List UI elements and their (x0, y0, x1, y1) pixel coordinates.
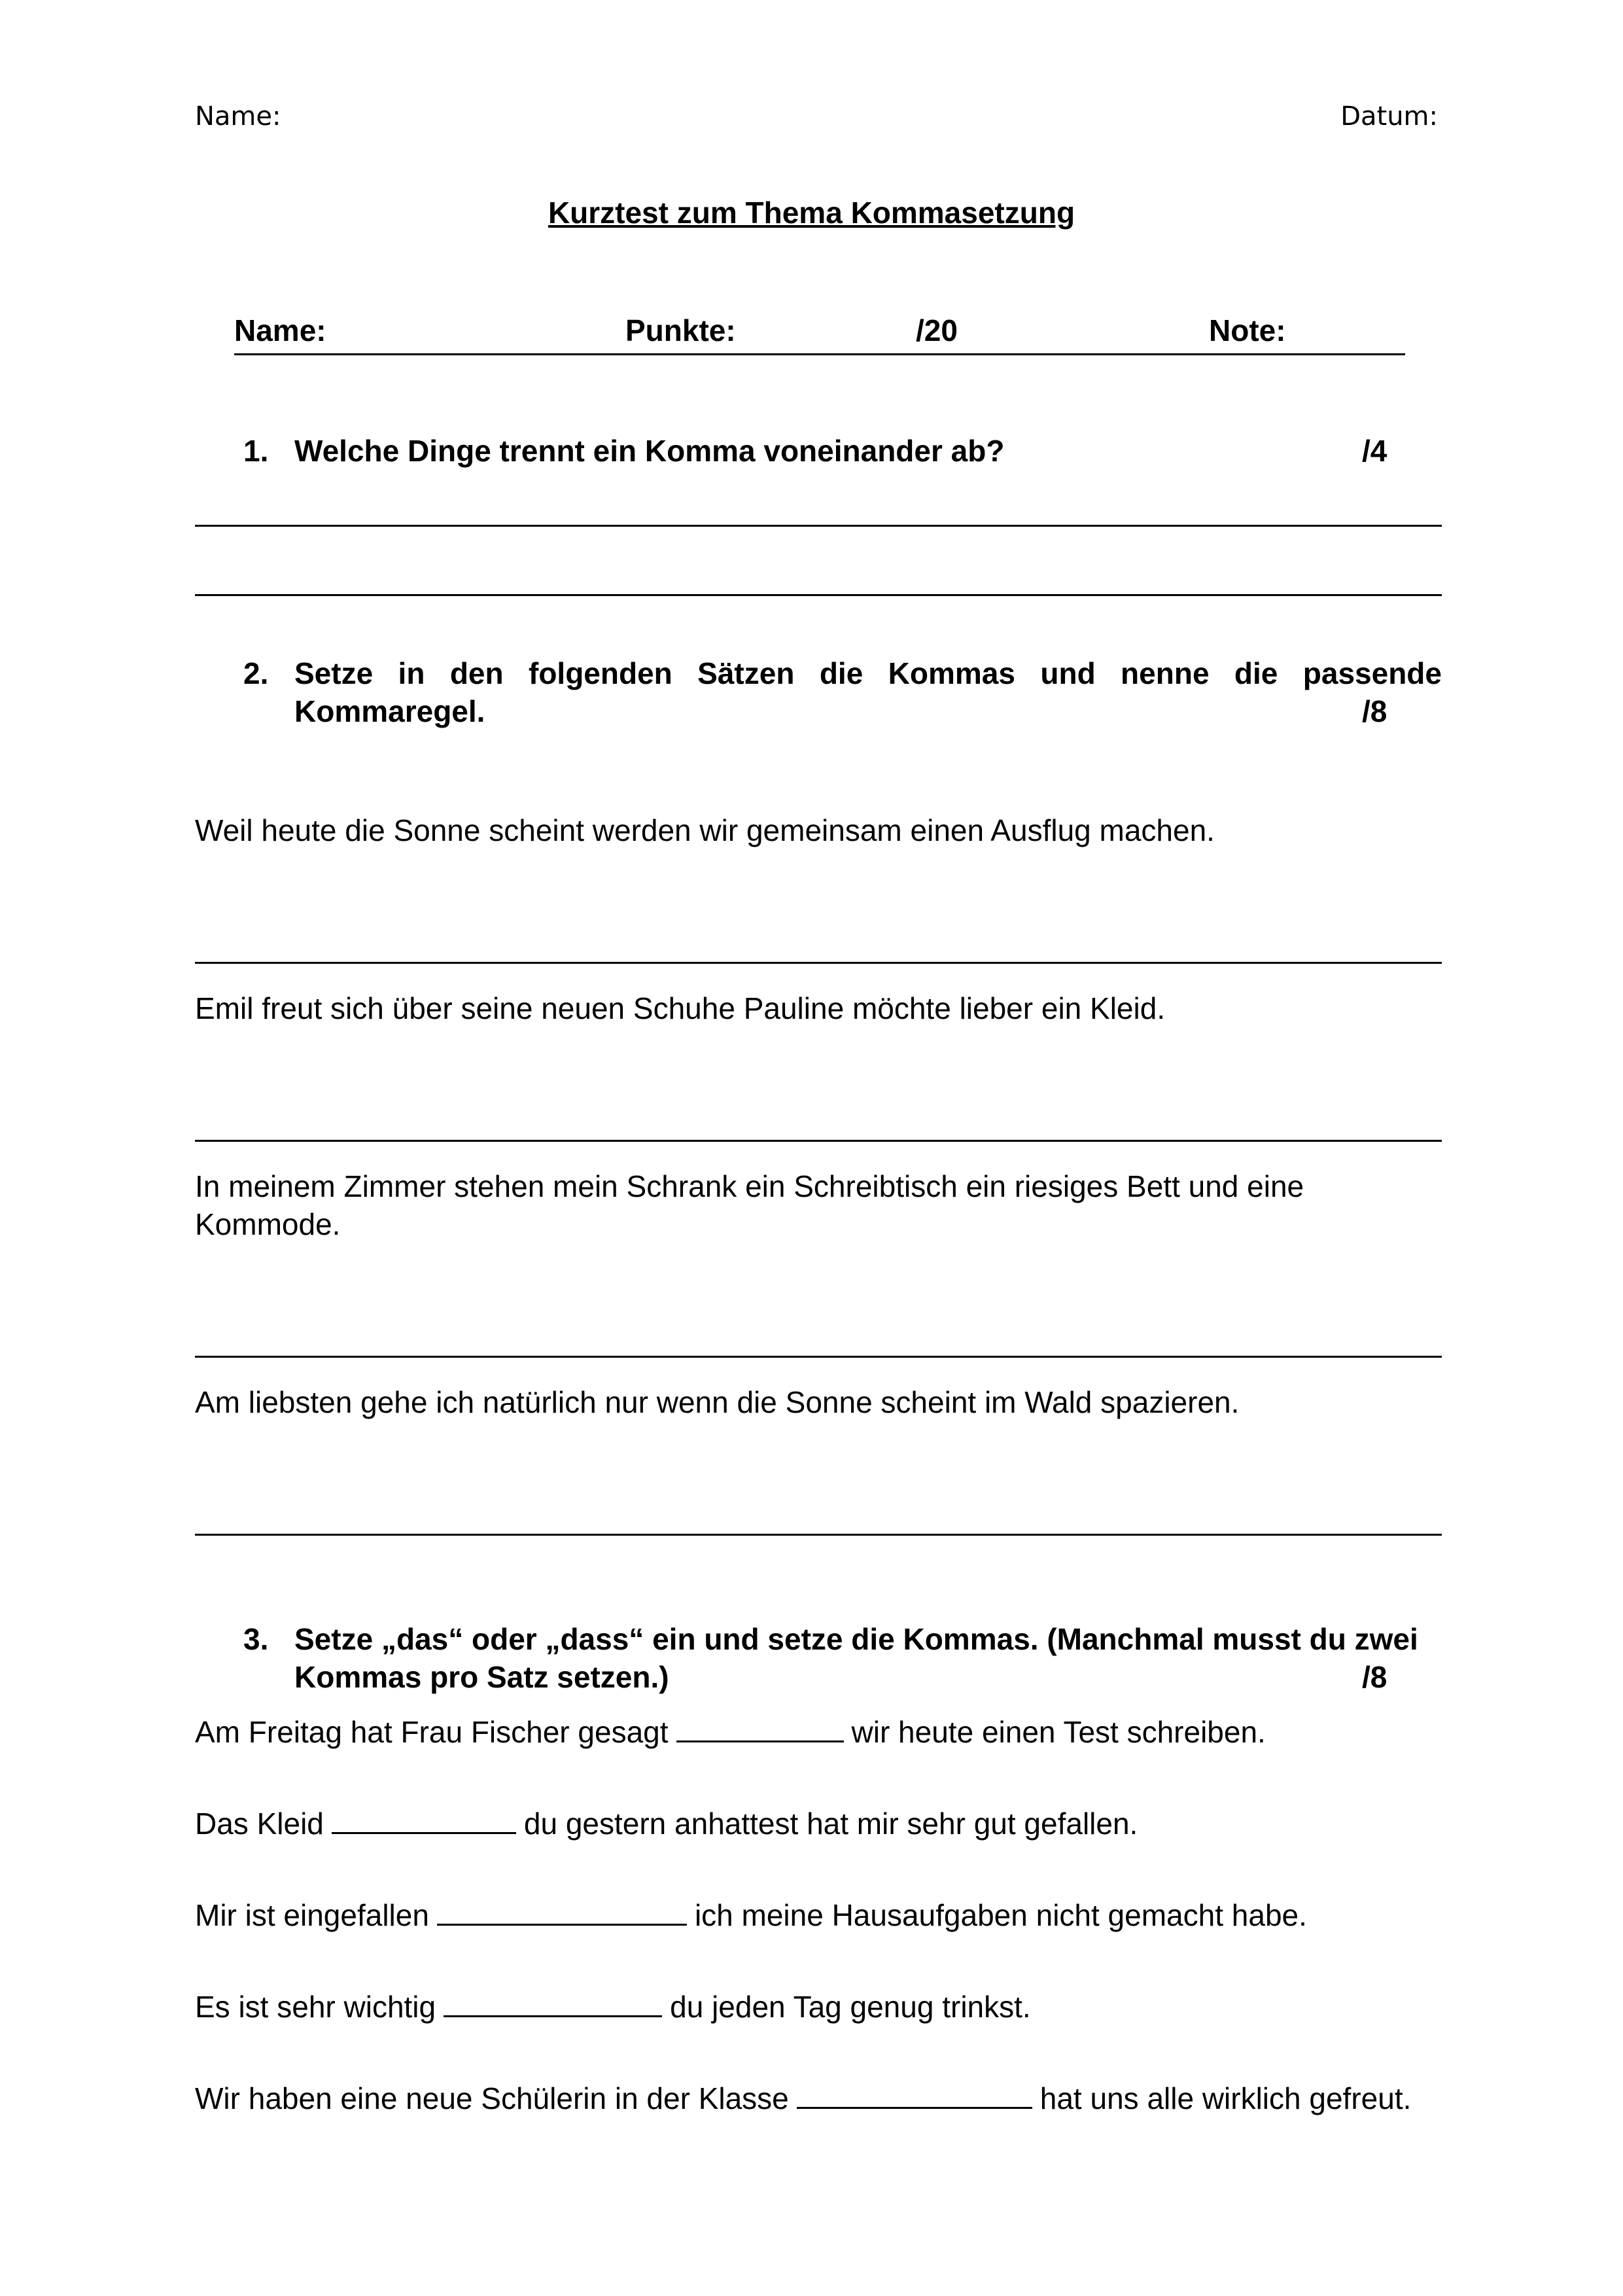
question-1-points: /4 (1362, 434, 1387, 468)
fill-sentence-after: wir heute einen Test schreiben. (851, 1715, 1266, 1749)
page-title: Kurztest zum Thema Kommasetzung (548, 196, 1075, 230)
fill-sentence-before: Es ist sehr wichtig (195, 1990, 436, 2024)
question-3-text-line-2: Kommas pro Satz setzen.) (294, 1660, 669, 1694)
sentence-1: Weil heute die Sonne scheint werden wir gemeinsam einen Ausflug machen. (195, 813, 1215, 847)
fill-blank[interactable] (332, 1806, 516, 1834)
answer-line (195, 525, 1442, 527)
fill-sentence-before: Mir ist eingefallen (195, 1898, 429, 1932)
fill-blank[interactable] (444, 1989, 662, 2017)
question-1-number: 1. (243, 434, 269, 468)
sentence-3-line-1: In meinem Zimmer stehen mein Schrank ein Schreibtisch ein riesiges Bett und eine (195, 1169, 1304, 1203)
fill-sentence-before: Wir haben eine neue Schülerin in der Klasse (195, 2081, 789, 2115)
date-label: Datum: (1340, 101, 1438, 132)
fill-sentence-after: ich meine Hausaufgaben nicht gemacht habe. (694, 1898, 1307, 1932)
fill-sentence-4 (195, 1989, 1031, 2024)
score-grade-label: Note: (1209, 313, 1286, 347)
question-2-number: 2. (243, 656, 269, 690)
fill-sentence-before: Das Kleid (195, 1807, 324, 1841)
fill-blank[interactable] (437, 1898, 687, 1926)
fill-sentence-1 (195, 1714, 1266, 1750)
fill-sentence-5 (195, 2081, 1411, 2116)
answer-line (195, 1534, 1442, 1536)
score-max: /20 (916, 313, 958, 347)
answer-line (195, 962, 1442, 964)
fill-sentence-3 (195, 1898, 1307, 1933)
fill-sentence-before: Am Freitag hat Frau Fischer gesagt (195, 1715, 669, 1749)
fill-sentence-after: du gestern anhattest hat mir sehr gut gefallen. (523, 1807, 1138, 1841)
fill-sentence-after: du jeden Tag genug trinkst. (670, 1990, 1031, 2024)
question-2-points: /8 (1362, 694, 1387, 728)
answer-line (195, 1140, 1442, 1142)
question-2-text-line-1: Setze in den folgenden Sätzen die Kommas und nenne die passende (294, 656, 1442, 690)
score-line (234, 313, 1405, 355)
score-points-label: Punkte: (625, 313, 736, 347)
question-3-number: 3. (243, 1622, 269, 1656)
question-3-text-line-1: Setze „das“ oder „dass“ ein und setze die Kommas. (Manchmal musst du zwei (294, 1622, 1418, 1656)
answer-line (195, 594, 1442, 596)
sentence-2: Emil freut sich über seine neuen Schuhe Pauline möchte lieber ein Kleid. (195, 991, 1166, 1025)
fill-sentence-after: hat uns alle wirklich gefreut. (1039, 2081, 1412, 2115)
sentence-3-line-2: Kommode. (195, 1207, 341, 1241)
score-name-label: Name: (234, 313, 326, 347)
sentence-4: Am liebsten gehe ich natürlich nur wenn die Sonne scheint im Wald spazieren. (195, 1385, 1240, 1419)
question-3-points: /8 (1362, 1660, 1387, 1694)
question-1-text: Welche Dinge trennt ein Komma voneinander ab? (294, 434, 1005, 468)
name-label: Name: (195, 101, 281, 132)
question-2-text-line-2: Kommaregel. (294, 694, 485, 728)
answer-line (195, 1356, 1442, 1358)
fill-blank[interactable] (797, 2081, 1032, 2109)
fill-blank[interactable] (676, 1714, 844, 1742)
fill-sentence-2 (195, 1806, 1138, 1841)
